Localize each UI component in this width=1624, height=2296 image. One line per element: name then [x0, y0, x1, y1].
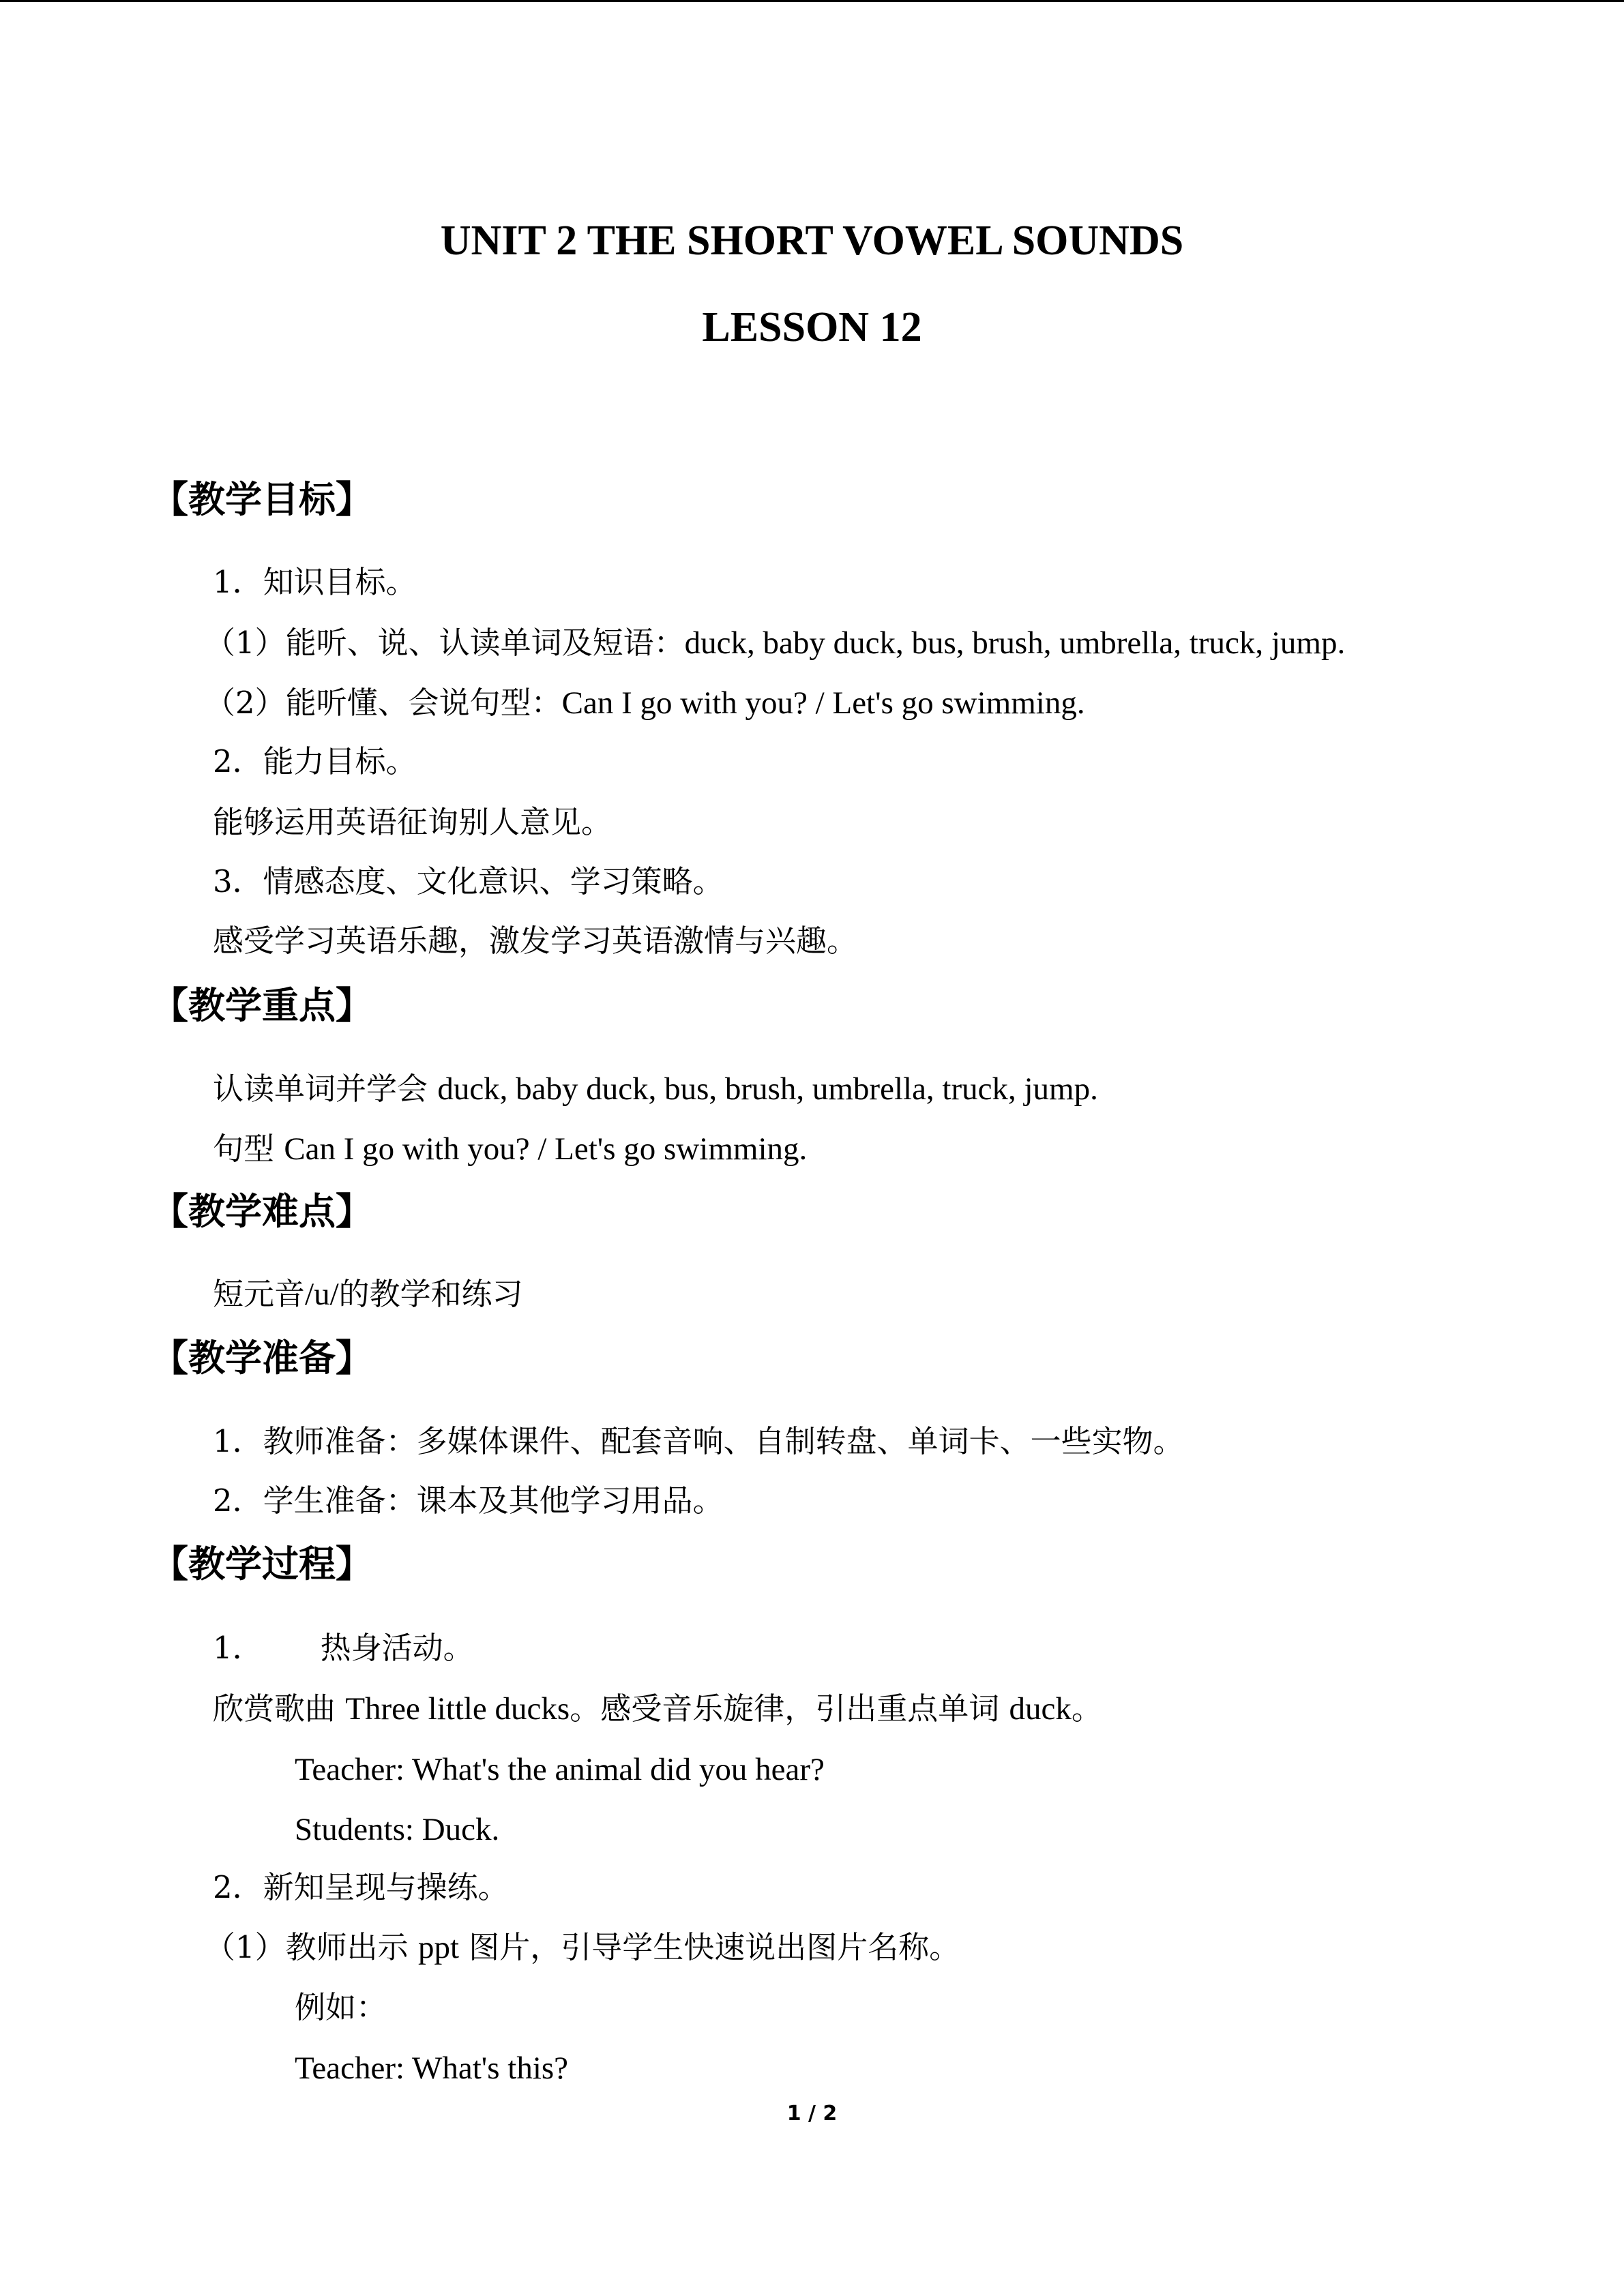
- section-heading-difficulties: 【教学难点】: [151, 1190, 372, 1233]
- difficulty-item: 短元音/u/的教学和练习: [213, 1276, 523, 1312]
- preparation-item: 1．教师准备：多媒体课件、配套音响、自制转盘、单词卡、一些实物。: [213, 1423, 1184, 1459]
- dialogue-line: Teacher: What's this?: [295, 2051, 569, 2086]
- preparation-item: 2．学生准备：课本及其他学习用品。: [213, 1482, 724, 1519]
- section-heading-process: 【教学过程】: [151, 1542, 372, 1585]
- objective-item: （2）能听懂、会说句型：Can I go with you? / Let's go swimming.: [205, 685, 1085, 721]
- section-heading-objectives: 【教学目标】: [151, 478, 372, 521]
- page-number: 1 / 2: [786, 2102, 838, 2126]
- objective-item: （1）能听、说、认读单词及短语：duck, baby duck, bus, brush, umbrella, truck, jump.: [205, 625, 1346, 661]
- process-item: （1）教师出示 ppt 图片，引导学生快速说出图片名称。: [205, 1929, 960, 1965]
- objective-item: 1．知识目标。: [213, 564, 417, 600]
- document-title: UNIT 2 THE SHORT VOWEL SOUNDS: [440, 218, 1184, 264]
- objective-item: 感受学习英语乐趣，激发学习英语激情与兴趣。: [213, 923, 858, 959]
- dialogue-line: Students: Duck.: [295, 1812, 500, 1847]
- lesson-title: LESSON 12: [702, 304, 922, 351]
- section-heading-preparation: 【教学准备】: [151, 1337, 372, 1380]
- key-point-item: 句型 Can I go with you? / Let's go swimming.: [213, 1131, 808, 1167]
- process-step: 2．新知呈现与操练。: [213, 1869, 509, 1905]
- objective-item: 2．能力目标。: [213, 743, 417, 779]
- key-point-item: 认读单词并学会 duck, baby duck, bus, brush, umbrella, truck, jump.: [213, 1071, 1098, 1107]
- objective-item: 3．情感态度、文化意识、学习策略。: [213, 863, 724, 899]
- process-item: 欣赏歌曲 Three little ducks。感受音乐旋律，引出重点单词 duck。: [213, 1690, 1102, 1727]
- example-label: 例如：: [295, 1989, 387, 2025]
- section-heading-key-points: 【教学重点】: [151, 984, 372, 1027]
- page-top-border: [0, 0, 1624, 2]
- process-step: 1． 热身活动。: [213, 1630, 474, 1666]
- dialogue-line: Teacher: What's the animal did you hear?: [295, 1752, 825, 1787]
- objective-item: 能够运用英语征询别人意见。: [213, 804, 612, 840]
